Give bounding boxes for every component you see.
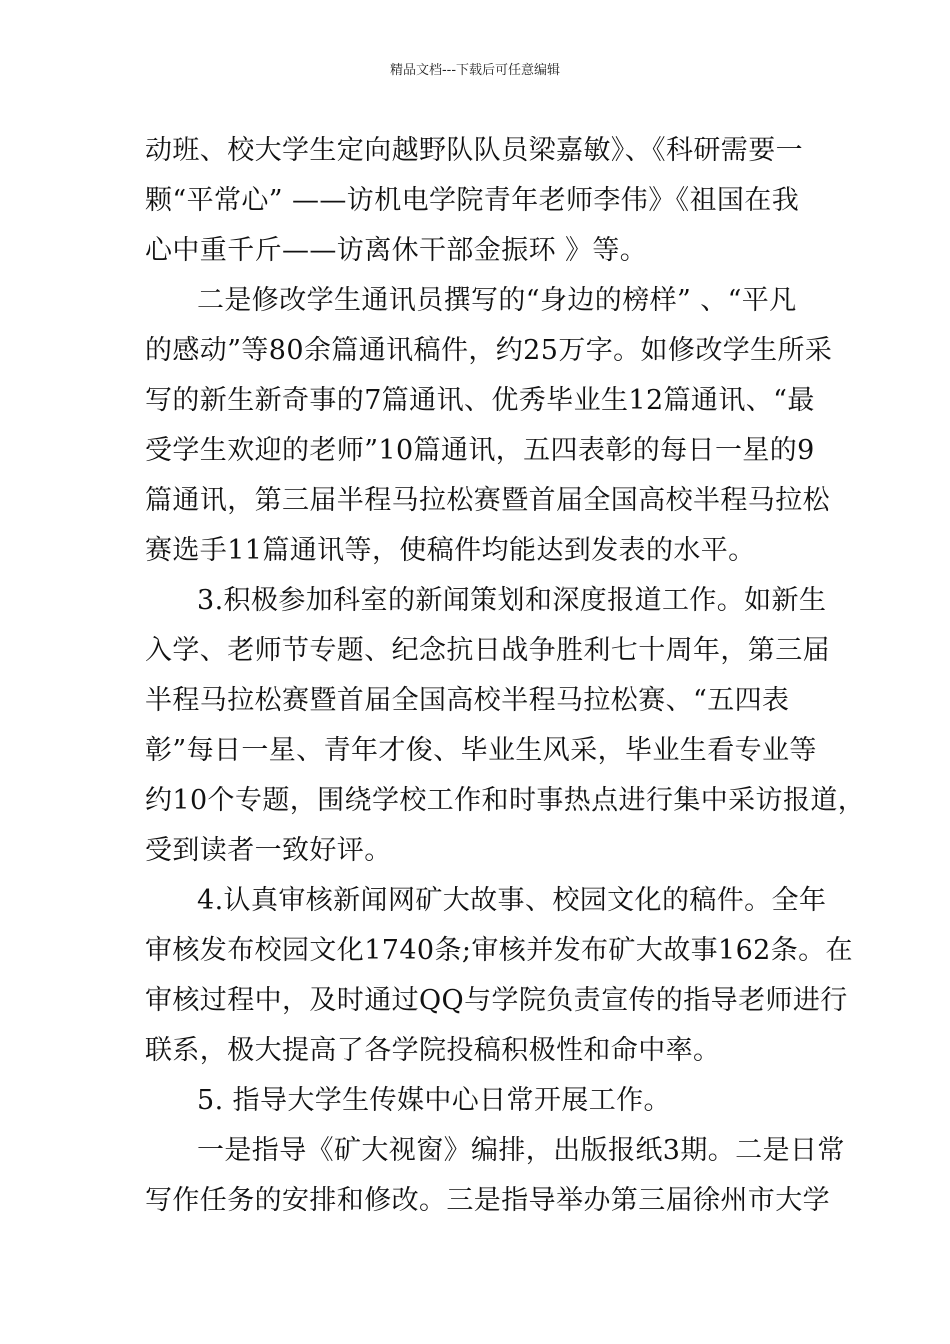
text-line: 写的新生新奇事的7篇通讯、优秀毕业生12篇通讯、“最 — [145, 385, 815, 416]
text-line: 受到读者一致好评。 — [145, 835, 392, 866]
text-line: 颗“平常心” ——访机电学院青年老师李伟》《祖国在我 — [145, 185, 800, 216]
page-header: 精品文档---下载后可任意编辑 — [389, 63, 561, 78]
text-line: 5. 指导大学生传媒中心日常开展工作。 — [197, 1085, 671, 1116]
document-body — [145, 126, 866, 1226]
text-line: 半程马拉松赛暨首届全国高校半程马拉松赛、“五四表 — [145, 685, 790, 716]
text-line: 入学、老师节专题、纪念抗日战争胜利七十周年，第三届 — [145, 635, 830, 666]
text-line: 动班、校大学生定向越野队队员梁嘉敏》、《科研需要一 — [145, 135, 803, 166]
text-line: 赛选手11篇通讯等，使稿件均能达到发表的水平。 — [145, 535, 756, 566]
text-line: 篇通讯，第三届半程马拉松赛暨首届全国高校半程马拉松 — [145, 485, 830, 516]
text-line: 审核过程中，及时通过QQ与学院负责宣传的指导老师进行 — [145, 985, 848, 1016]
text-line: 心中重千斤——访离休干部金振环 》等。 — [145, 235, 648, 266]
text-line: 3.积极参加科室的新闻策划和深度报道工作。如新生 — [197, 585, 827, 616]
text-line: 一是指导《矿大视窗》编排，出版报纸3期。二是日常 — [197, 1135, 845, 1166]
text-line: 审核发布校园文化1740条;审核并发布矿大故事162条。在 — [145, 935, 853, 966]
text-line: 的感动”等80余篇通讯稿件，约25万字。如修改学生所采 — [145, 335, 833, 366]
text-line: 约10个专题，围绕学校工作和时事热点进行集中采访报道， — [145, 785, 866, 816]
text-line: 彰”每日一星、青年才俊、毕业生风采，毕业生看专业等 — [145, 735, 817, 766]
text-line: 二是修改学生通讯员撰写的“身边的榜样” 、“平凡 — [197, 285, 797, 316]
text-line: 受学生欢迎的老师”10篇通讯，五四表彰的每日一星的9 — [145, 435, 815, 466]
text-line: 联系，极大提高了各学院投稿积极性和命中率。 — [145, 1035, 721, 1066]
text-line: 4.认真审核新闻网矿大故事、校园文化的稿件。全年 — [197, 885, 827, 916]
text-line: 写作任务的安排和修改。三是指导举办第三届徐州市大学 — [145, 1185, 830, 1216]
